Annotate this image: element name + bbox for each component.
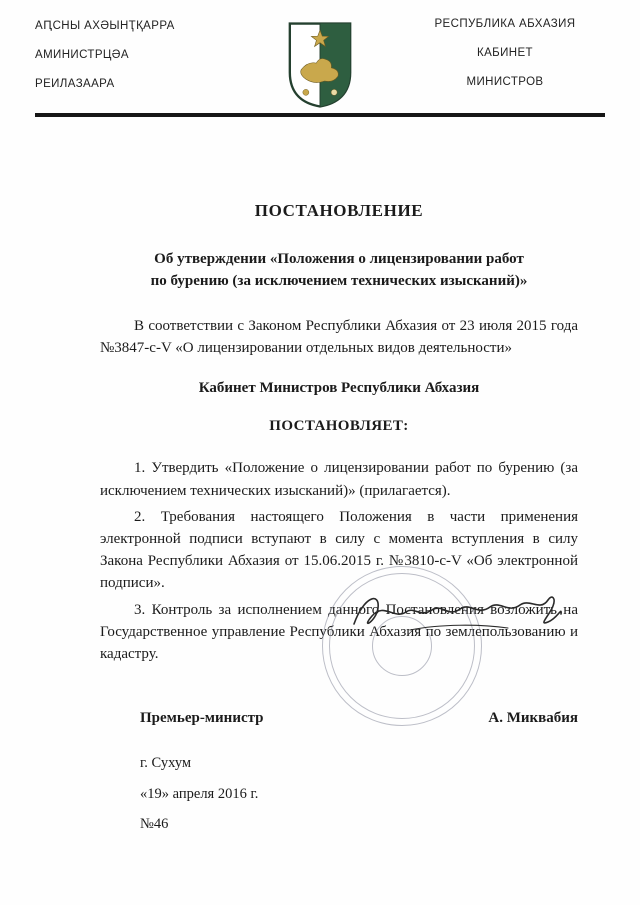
signer-name: А. Миквабия — [488, 710, 578, 727]
header-left-line-3: РЕИЛАЗААРА — [35, 78, 115, 90]
signature-row — [100, 707, 578, 729]
document-subtitle — [100, 249, 578, 293]
header-left-line-2: АМИНИСТРЦӘА — [35, 49, 129, 61]
header-right-block — [405, 18, 605, 105]
header-left-block — [35, 18, 235, 107]
resolves-line: ПОСТАНОВЛЯЕТ: — [269, 418, 409, 435]
subtitle-line-1: Об утверждении «Положения о лицензировании работ — [154, 251, 524, 268]
header-divider — [35, 113, 605, 117]
document-body — [100, 198, 578, 845]
header-right-line-1: РЕСПУБЛИКА АБХАЗИЯ — [434, 18, 576, 30]
document-title: ПОСТАНОВЛЕНИЕ — [254, 201, 424, 220]
resolution-item-2: 2. Требования настоящего Положения в части применения электронной подписи вступают в силу с момента вступления в силу Закона Республики Абхазия от 15.06.2015 г. №3810-с-V «Об электронной подписи». — [100, 508, 578, 592]
issuer-line: Кабинет Министров Республики Абхазия — [198, 380, 480, 397]
signature-date: «19» апреля 2016 г. — [140, 785, 259, 802]
resolution-item-3: 3. Контроль за исполнением данного Постановления возложить на Государственное управление Республики Абхазия по землепользованию и кадастру. — [100, 601, 578, 662]
resolution-item-1: 1. Утвердить «Положение о лицензировании работ по бурению (за исключением технических изысканий)» (прилагается). — [100, 460, 578, 499]
subtitle-line-2: по бурению (за исключением технических изысканий)» — [150, 272, 528, 289]
header-left-line-1: АԤСНЫ АХӘЫНҬҚАРРА — [35, 20, 175, 32]
signer-role: Премьер-министр — [140, 710, 264, 727]
signature-place: г. Сухум — [140, 755, 192, 772]
document-header — [35, 18, 605, 110]
header-right-line-2: КАБИНЕТ — [477, 47, 533, 59]
header-right-line-3: МИНИСТРОВ — [466, 76, 544, 88]
abkhazia-coat-of-arms-icon — [285, 20, 355, 110]
intro-paragraph: В соответствии с Законом Республики Абхазия от 23 июля 2015 года №3847-с-V «О лицензировании отдельных видов деятельности» — [100, 317, 578, 356]
signature-meta — [100, 753, 578, 835]
document-number: №46 — [140, 816, 169, 833]
